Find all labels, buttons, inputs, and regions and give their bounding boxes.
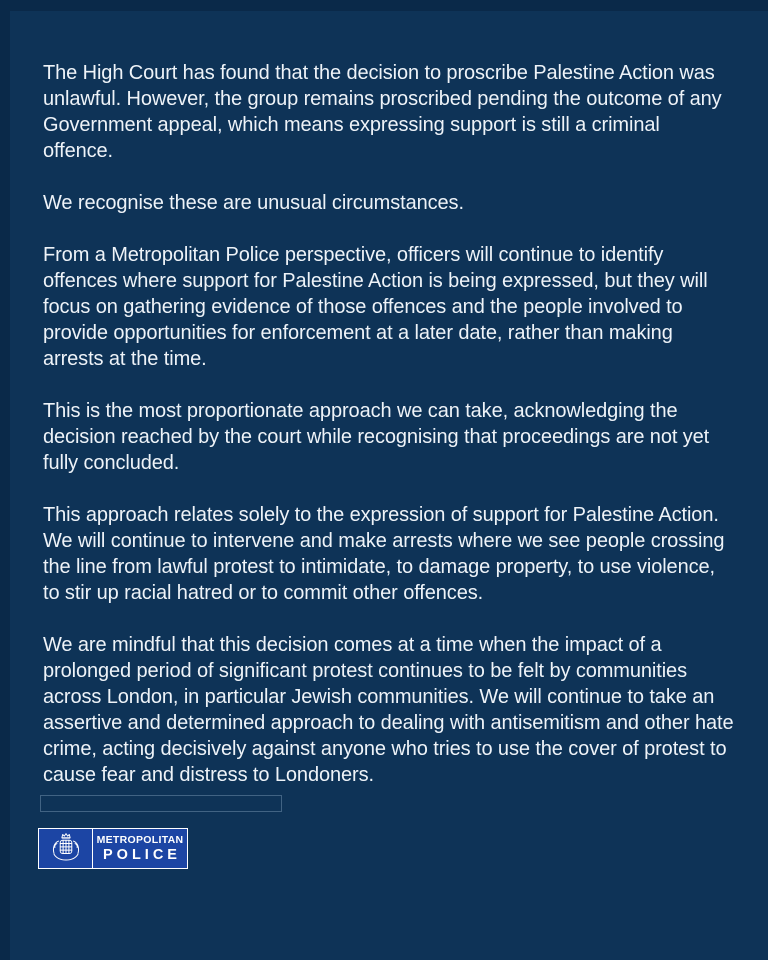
met-police-logo bbox=[38, 828, 188, 869]
logo-text bbox=[93, 829, 187, 868]
statement-paragraph-6: We are mindful that this decision comes at a time when the impact of a prolonged period of significant protest continues to be felt by communities across London, in particular Jewish communities. We will continue to take an assertive and determined approach to dealing with antisemitism and other hate crime, acting decisively against anyone who tries to use the cover of protest to cause fear and distress to Londoners. bbox=[43, 634, 734, 786]
statement-paragraph-3: From a Metropolitan Police perspective, officers will continue to identify offences where support for Palestine Action is being expressed, but they will focus on gathering evidence of those offences and the people involved to provide opportunities for enforcement at a later date, rather than making arrests at the time. bbox=[43, 244, 708, 370]
statement-panel bbox=[10, 11, 768, 960]
statement-text bbox=[43, 11, 735, 788]
statement-paragraph-4: This is the most proportionate approach we can take, acknowledging the decision reached by the court while recognising that proceedings are not yet fully concluded. bbox=[43, 400, 710, 474]
statement-paragraph-5: This approach relates solely to the expression of support for Palestine Action. We will continue to intervene and make arrests where we see people crossing the line from lawful protest to intimidate, to damage property, to use violence, to stir up racial hatred or to commit other offences. bbox=[43, 504, 725, 604]
met-police-crest-icon bbox=[39, 829, 92, 868]
logo-line1: METROPOLITAN bbox=[96, 834, 184, 846]
statement-paragraph-2: We recognise these are unusual circumstances. bbox=[43, 192, 464, 214]
empty-text-box bbox=[40, 795, 282, 812]
statement-paragraph-1: The High Court has found that the decision to proscribe Palestine Action was unlawful. However, the group remains proscribed pending the outcome of any Government appeal, which means expressing support is still a criminal offence. bbox=[43, 62, 722, 162]
logo-line2: POLICE bbox=[103, 847, 181, 863]
